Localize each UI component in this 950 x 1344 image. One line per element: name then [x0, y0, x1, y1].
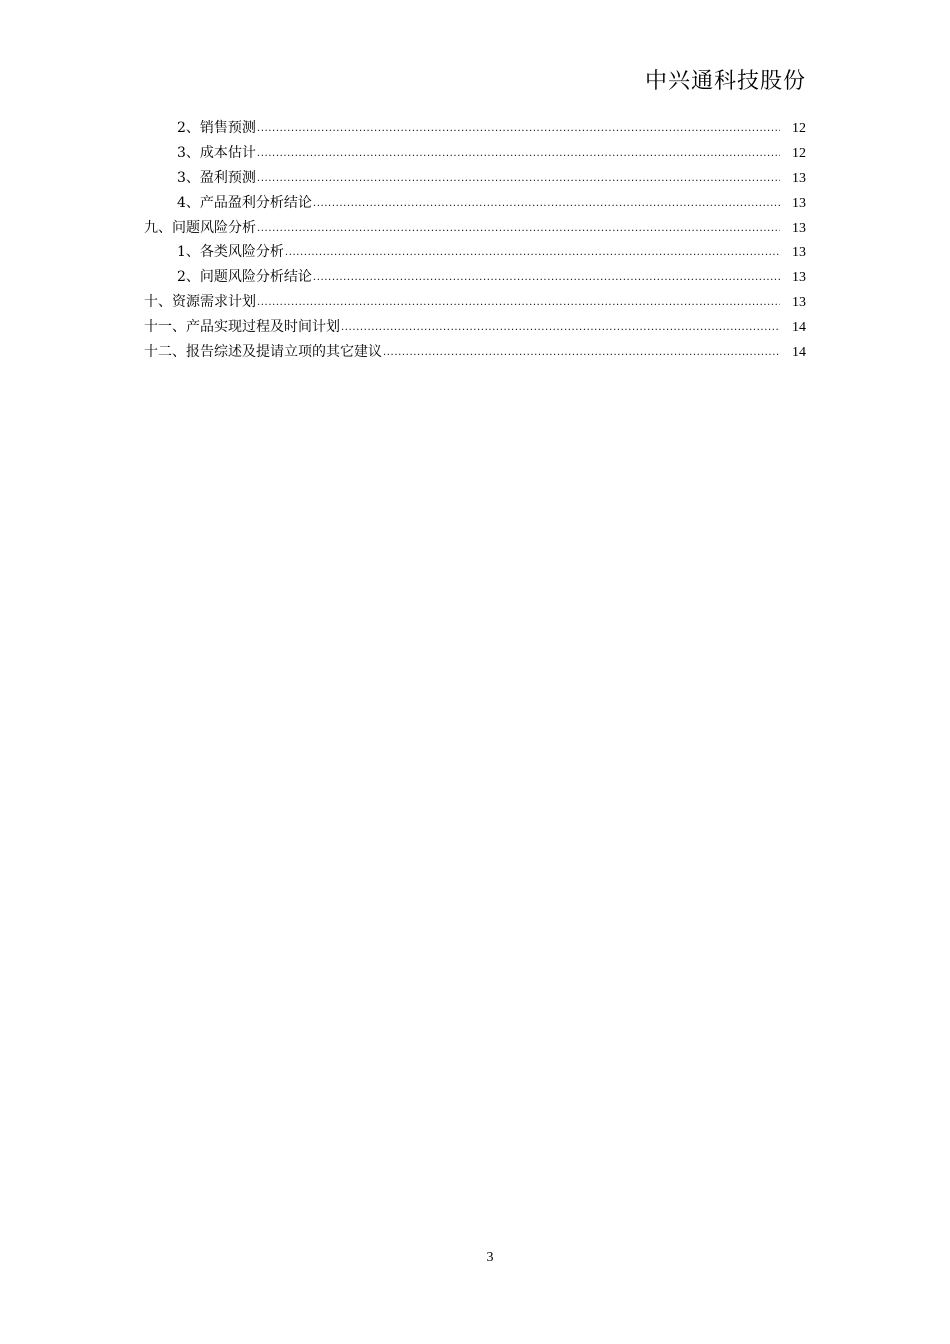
toc-entry-title: 3、成本估计	[177, 144, 256, 161]
header-company-name: 中兴通科技股份	[644, 69, 806, 94]
toc-entry-title: 1、各类风险分析	[177, 244, 284, 261]
table-of-contents	[144, 117, 806, 366]
toc-dot-leader	[257, 223, 780, 234]
toc-entry[interactable]	[144, 117, 806, 142]
toc-entry[interactable]	[144, 291, 806, 316]
toc-dot-leader	[257, 297, 780, 308]
toc-entry[interactable]	[144, 142, 806, 167]
toc-entry-title: 十二、报告综述及提请立项的其它建议	[144, 344, 382, 361]
toc-entry-page: 12	[792, 121, 806, 136]
toc-entry-title: 4、产品盈利分析结论	[177, 194, 312, 211]
page-number: 3	[486, 1250, 494, 1265]
toc-dot-leader	[285, 247, 780, 258]
toc-dot-leader	[383, 347, 780, 358]
toc-entry-page: 14	[792, 320, 806, 336]
toc-entry-title: 3、盈利预测	[177, 169, 256, 186]
toc-entry[interactable]	[144, 241, 806, 266]
toc-entry-page: 14	[792, 345, 806, 361]
toc-entry-page: 12	[792, 145, 806, 161]
toc-dot-leader	[257, 123, 780, 134]
toc-entry-page: 13	[792, 245, 806, 261]
toc-entry-title: 十、资源需求计划	[144, 294, 256, 311]
toc-entry[interactable]	[144, 217, 806, 242]
toc-dot-leader	[313, 272, 780, 283]
toc-entry-page: 13	[792, 220, 806, 236]
toc-entry[interactable]	[144, 266, 806, 291]
toc-entry[interactable]	[144, 341, 806, 366]
toc-entry-page: 13	[792, 170, 806, 186]
toc-entry-title: 2、销售预测	[177, 120, 256, 136]
toc-entry-title: 九、问题风险分析	[144, 219, 256, 236]
toc-dot-leader	[257, 173, 780, 184]
toc-entry[interactable]	[144, 167, 806, 192]
toc-entry-page: 13	[792, 195, 806, 211]
toc-dot-leader	[341, 322, 780, 333]
toc-entry-page: 13	[792, 270, 806, 286]
toc-dot-leader	[313, 198, 780, 209]
toc-entry[interactable]	[144, 316, 806, 341]
toc-entry-title: 十一、产品实现过程及时间计划	[144, 319, 340, 336]
toc-entry-title: 2、问题风险分析结论	[177, 269, 312, 286]
toc-dot-leader	[257, 148, 780, 159]
toc-entry[interactable]	[144, 192, 806, 217]
toc-entry-page: 13	[792, 295, 806, 311]
